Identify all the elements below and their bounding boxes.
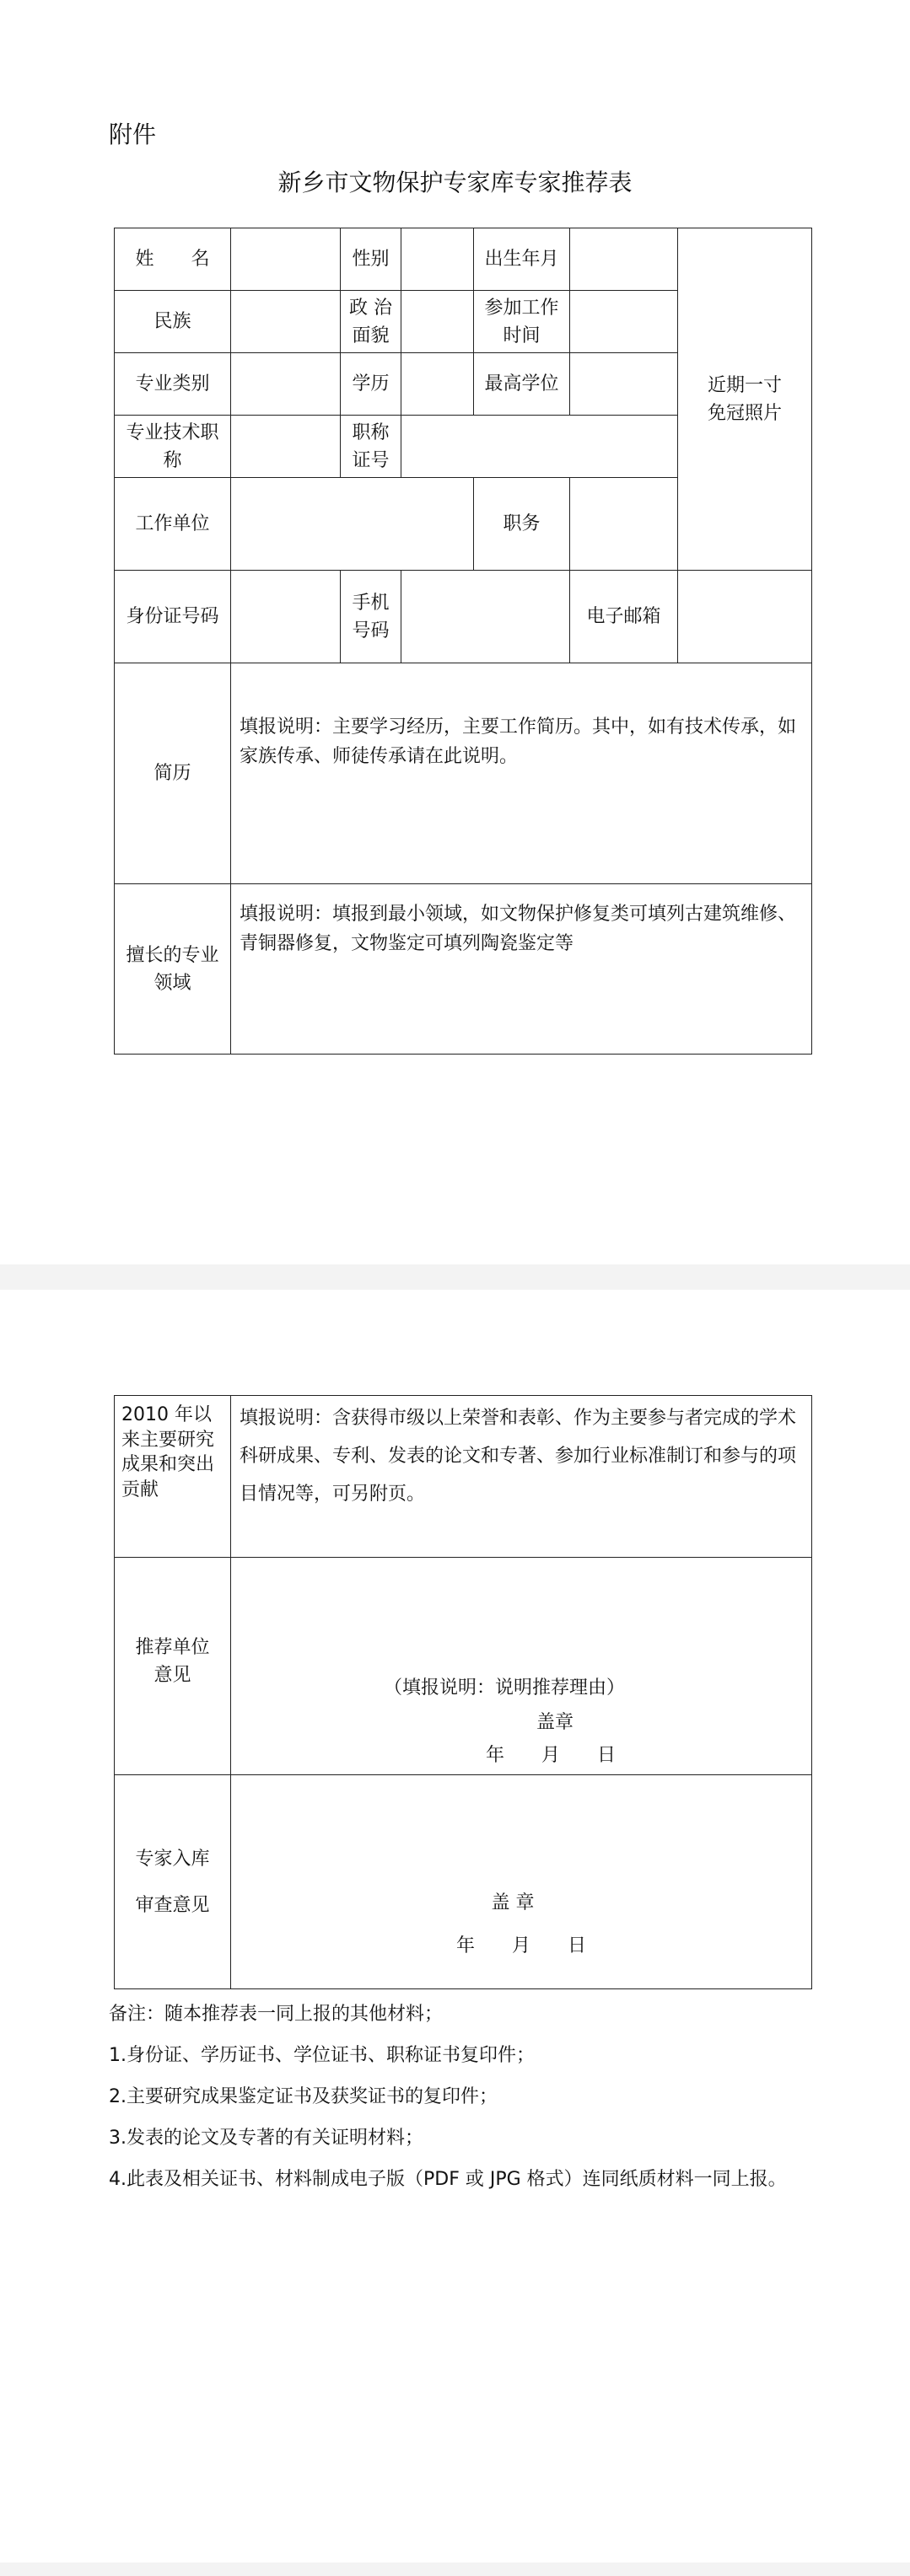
review-field[interactable] (231, 1775, 812, 1989)
cert-label (341, 416, 401, 478)
resume-label: 简历 (115, 663, 231, 884)
photo-label-line1: 近期一寸 (707, 374, 782, 396)
expertise-label (115, 884, 231, 1055)
review-label-line1: 专家入库 (135, 1848, 210, 1870)
ethnicity-label: 民族 (115, 291, 231, 353)
political-field[interactable] (401, 291, 474, 353)
gender-label: 性别 (341, 228, 401, 291)
id-field[interactable] (231, 571, 341, 663)
work-start-label-line2: 时间 (503, 325, 541, 346)
expertise-label-line2: 领域 (153, 972, 191, 994)
name-label: 姓 名 (115, 228, 231, 291)
political-label (341, 291, 401, 353)
email-field[interactable] (678, 571, 812, 663)
email-label: 电子邮箱 (570, 571, 678, 663)
note-item: 2.主要研究成果鉴定证书及获奖证书的复印件； (109, 2086, 498, 2107)
tech-title-label-line2: 称 (163, 449, 182, 471)
document-title: 新乡市文物保护专家库专家推荐表 (277, 169, 633, 196)
specialty-label: 专业类别 (115, 353, 231, 416)
tech-title-field[interactable] (231, 416, 341, 478)
expertise-label-line1: 擅长的专业 (126, 944, 219, 966)
gender-field[interactable] (401, 228, 474, 291)
achievements-field[interactable] (231, 1396, 812, 1558)
expertise-field[interactable] (231, 884, 812, 1055)
name-field[interactable] (231, 228, 341, 291)
recommend-seal: 盖章 (536, 1712, 573, 1733)
recommend-field[interactable] (231, 1558, 812, 1775)
recommend-note: （填报说明：说明推荐理由） (383, 1677, 625, 1699)
review-seal: 盖 章 (491, 1892, 535, 1913)
employer-field[interactable] (231, 478, 474, 571)
political-label-line2: 面貌 (352, 325, 390, 346)
cert-label-line2: 证号 (352, 449, 390, 471)
recommendation-form-table-continued (114, 1395, 812, 1989)
position-field[interactable] (570, 478, 678, 571)
tech-title-label-line1: 专业技术职 (126, 421, 219, 443)
achievements-label: 2010 年以来主要研究成果和突出贡献 (115, 1396, 231, 1558)
birth-field[interactable] (570, 228, 678, 291)
phone-label-line2: 号码 (352, 620, 390, 641)
phone-label (341, 571, 401, 663)
id-label: 身份证号码 (115, 571, 231, 663)
achievements-note: 填报说明：含获得市级以上荣誉和表彰、作为主要参与者完成的学术科研成果、专利、发表的论文和专著、参加行业标准制订和参与的项目情况等，可另附页。 (240, 1408, 797, 1505)
specialty-field[interactable] (231, 353, 341, 416)
cert-label-line1: 职称 (352, 421, 390, 443)
degree-label: 最高学位 (474, 353, 570, 416)
ethnicity-field[interactable] (231, 291, 341, 353)
work-start-label-line1: 参加工作 (484, 297, 559, 319)
note-item: 4.此表及相关证书、材料制成电子版（PDF 或 JPG 格式）连同纸质材料一同上报。 (109, 2169, 787, 2190)
tech-title-label (115, 416, 231, 478)
employer-label: 工作单位 (115, 478, 231, 571)
work-start-field[interactable] (570, 291, 678, 353)
resume-note: 填报说明：主要学习经历，主要工作简历。其中，如有技术传承，如家族传承、师徒传承请在此说明。 (240, 716, 797, 768)
review-label (115, 1775, 231, 1989)
work-start-label (474, 291, 570, 353)
page-1 (0, 0, 910, 1264)
note-item: 3.发表的论文及专著的有关证明材料； (109, 2128, 423, 2149)
position-label: 职务 (474, 478, 570, 571)
notes-list (109, 1994, 787, 2200)
resume-field[interactable] (231, 663, 812, 884)
review-date: 年 月 日 (455, 1935, 586, 1956)
recommend-label (115, 1558, 231, 1775)
recommend-date: 年 月 日 (485, 1745, 616, 1766)
recommend-label-line2: 意见 (153, 1665, 191, 1686)
attachment-heading: 附件 (109, 121, 157, 148)
photo-cell[interactable] (678, 228, 812, 571)
phone-field[interactable] (401, 571, 570, 663)
notes-header: 备注：随本推荐表一同上报的其他材料； (109, 2004, 444, 2025)
education-field[interactable] (401, 353, 474, 416)
degree-field[interactable] (570, 353, 678, 416)
cert-field[interactable] (401, 416, 678, 478)
review-label-line2: 审查意见 (135, 1894, 210, 1916)
expertise-note: 填报说明：填报到最小领域，如文物保护修复类可填列古建筑维修、青铜器修复，文物鉴定可填列陶瓷鉴定等 (240, 904, 797, 955)
photo-label-line2: 免冠照片 (707, 402, 782, 424)
recommendation-form-table (114, 228, 812, 1055)
political-label-line1: 政 治 (349, 297, 392, 319)
recommend-label-line1: 推荐单位 (135, 1637, 210, 1658)
note-item: 1.身份证、学历证书、学位证书、职称证书复印件； (109, 2045, 535, 2066)
birth-label: 出生年月 (474, 228, 570, 291)
phone-label-line1: 手机 (352, 592, 390, 614)
education-label: 学历 (341, 353, 401, 416)
